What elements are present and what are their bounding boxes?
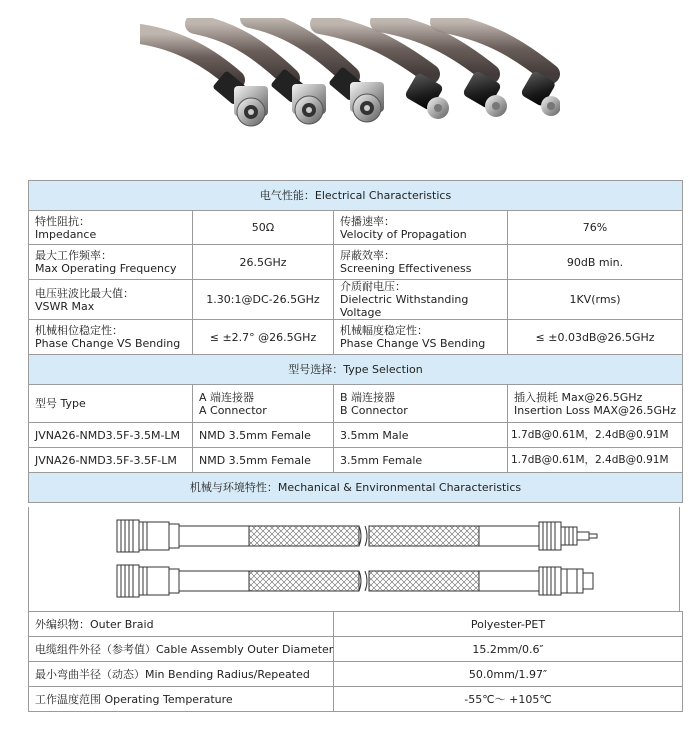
electrical-header: 电气性能：Electrical Characteristics	[29, 181, 683, 211]
param-label-cn: 最大工作频率：	[35, 249, 112, 262]
column-header-cn: 插入损耗 Max@26.5GHz	[514, 390, 643, 404]
param-label	[334, 211, 508, 245]
param-label-en: Dielectric Withstanding Voltage	[340, 293, 469, 319]
column-header-en: A Connector	[199, 403, 267, 417]
column-header: 型号 Type	[29, 385, 193, 423]
param-label	[29, 280, 193, 320]
type-insertion-loss: 1.7dB@0.61M，2.4dB@0.91M	[508, 448, 683, 473]
param-label-en: Max Operating Frequency	[35, 262, 177, 275]
mech-value: 50.0mm/1.97″	[334, 662, 683, 687]
param-value: ≤ ±0.03dB@26.5GHz	[508, 320, 683, 355]
mech-value: -55℃～ +105℃	[334, 687, 683, 712]
type-row	[29, 423, 683, 448]
table-row	[29, 211, 683, 245]
param-label-cn: 电压驻波比最大值：	[35, 286, 134, 300]
type-selection-header: 型号选择：Type Selection	[29, 355, 683, 385]
param-label-en: Impedance	[35, 227, 97, 241]
table-row	[29, 280, 683, 320]
param-label-cn: 机械幅度稳定性：	[340, 324, 428, 337]
param-label-cn: 机械相位稳定性：	[35, 324, 123, 337]
electrical-header-row	[29, 181, 683, 211]
type-b-connector: 3.5mm Female	[334, 448, 508, 473]
mech-label: 最小弯曲半径（动态）Min Bending Radius/Repeated	[29, 662, 334, 687]
type-a-connector: NMD 3.5mm Female	[193, 448, 334, 473]
table-row	[29, 612, 683, 637]
mech-value: 15.2mm/0.6″	[334, 637, 683, 662]
param-label	[29, 245, 193, 280]
param-label-cn: 特性阻抗：	[35, 214, 90, 228]
type-a-connector: NMD 3.5mm Female	[193, 423, 334, 448]
param-label	[334, 320, 508, 355]
column-header	[508, 385, 683, 423]
param-label-cn: 传播速率：	[340, 214, 395, 228]
type-insertion-loss: 1.7dB@0.61M，2.4dB@0.91M	[508, 423, 683, 448]
param-label-en: Screening Effectiveness	[340, 262, 472, 275]
column-header	[193, 385, 334, 423]
type-columns-row	[29, 385, 683, 423]
column-header-cn: A 端连接器	[199, 390, 255, 404]
mechanical-header-row	[29, 473, 683, 503]
column-header-en: Insertion Loss MAX@26.5GHz	[514, 403, 677, 417]
type-model: JVNA26-NMD3.5F-3.5M-LM	[29, 423, 193, 448]
param-label	[334, 280, 508, 320]
param-label-cn: 介质耐电压：	[340, 280, 406, 293]
type-selection-header-row	[29, 355, 683, 385]
table-row	[29, 320, 683, 355]
cable-assembly-photo	[140, 18, 560, 130]
param-label-cn: 屏蔽效率：	[340, 249, 395, 262]
param-value: 1KV(rms)	[508, 280, 683, 320]
mech-label: 外编织物：Outer Braid	[29, 612, 334, 637]
param-label-en: Phase Change VS Bending	[35, 337, 181, 350]
table-row	[29, 662, 683, 687]
type-model: JVNA26-NMD3.5F-3.5F-LM	[29, 448, 193, 473]
param-label	[29, 320, 193, 355]
spec-table	[28, 180, 683, 503]
param-label-en: Phase Change VS Bending	[340, 337, 486, 350]
column-header-cn: B 端连接器	[340, 390, 396, 404]
param-label	[29, 211, 193, 245]
column-header	[334, 385, 508, 423]
mech-label: 电缆组件外径（参考值）Cable Assembly Outer Diameter	[29, 637, 334, 662]
mech-value: Polyester-PET	[334, 612, 683, 637]
table-row	[29, 245, 683, 280]
type-row	[29, 448, 683, 473]
param-value: 26.5GHz	[193, 245, 334, 280]
table-row	[29, 637, 683, 662]
param-label-en: Velocity of Propagation	[340, 227, 467, 241]
param-value: 50Ω	[193, 211, 334, 245]
cable-drawing-cell	[28, 507, 680, 611]
param-value: ≤ ±2.7° @26.5GHz	[193, 320, 334, 355]
cable-assembly-drawing	[29, 507, 679, 611]
mechanical-header: 机械与环境特性：Mechanical & Environmental Characteristics	[29, 473, 683, 503]
param-value: 76%	[508, 211, 683, 245]
column-header-en: B Connector	[340, 403, 408, 417]
param-label-en: VSWR Max	[35, 299, 95, 313]
type-b-connector: 3.5mm Male	[334, 423, 508, 448]
param-label	[334, 245, 508, 280]
mech-label: 工作温度范围 Operating Temperature	[29, 687, 334, 712]
mechanical-table	[28, 611, 683, 712]
param-value: 90dB min.	[508, 245, 683, 280]
table-row	[29, 687, 683, 712]
param-value: 1.30:1@DC-26.5GHz	[193, 280, 334, 320]
